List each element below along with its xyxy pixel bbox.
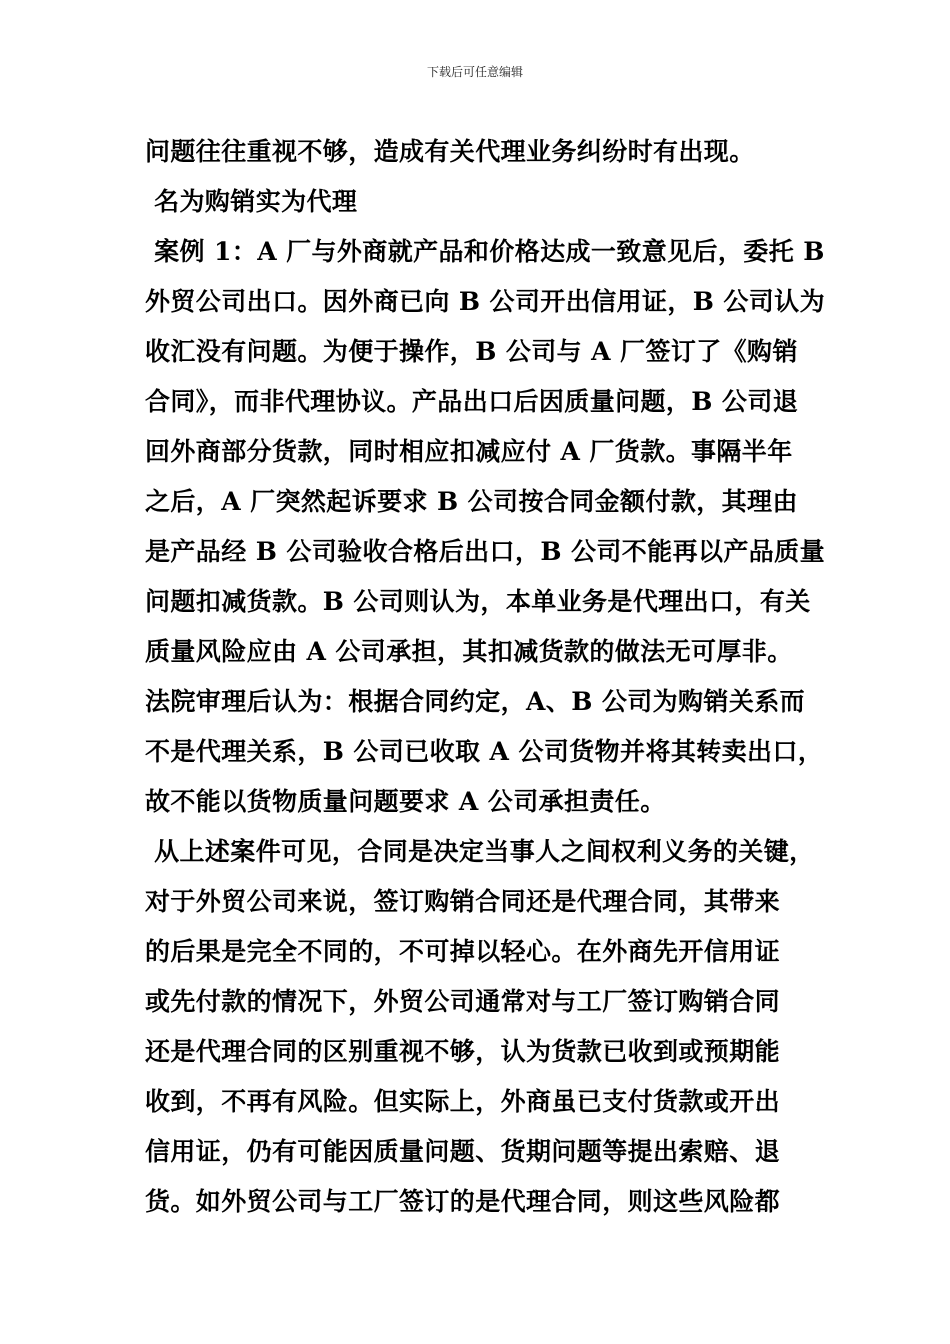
text-line-12: 法院审理后认为：根据合同约定，A、B 公司为购销关系而 <box>145 687 806 716</box>
text-line-7: 回外商部分货款，同时相应扣减应付 A 厂货款。事隔半年 <box>145 437 793 466</box>
text-line-15: 从上述案件可见，合同是决定当事人之间权利义务的关键， <box>145 837 815 866</box>
text-line-4: 外贸公司出口。因外商已向 B 公司开出信用证，B 公司认为 <box>145 287 825 316</box>
text-line-21: 信用证，仍有可能因质量问题、货期问题等提出索赔、退 <box>145 1137 781 1166</box>
text-line-17: 的后果是完全不同的，不可掉以轻心。在外商先开信用证 <box>145 937 781 966</box>
text-line-8: 之后，A 厂突然起诉要求 B 公司按合同金额付款，其理由 <box>145 487 798 516</box>
text-line-6: 合同》，而非代理协议。产品出口后因质量问题，B 公司退 <box>145 387 799 416</box>
section-heading: 名为购销实为代理 <box>145 187 358 216</box>
text-line-19: 还是代理合同的区别重视不够，认为货款已收到或预期能 <box>145 1037 781 1066</box>
text-line-3: 案例 1：A 厂与外商就产品和价格达成一致意见后，委托 B <box>145 237 825 266</box>
text-line-11: 质量风险应由 A 公司承担，其扣减货款的做法无可厚非。 <box>145 637 793 666</box>
text-line-5: 收汇没有问题。为便于操作，B 公司与 A 厂签订了《购销 <box>145 337 798 366</box>
text-line-22: 货。如外贸公司与工厂签订的是代理合同，则这些风险都 <box>145 1187 781 1216</box>
text-line-16: 对于外贸公司来说，签订购销合同还是代理合同，其带来 <box>145 887 781 916</box>
page-header: 下载后可任意编辑 <box>426 65 523 79</box>
document-body <box>145 127 835 1227</box>
text-line-10: 问题扣减货款。B 公司则认为，本单业务是代理出口，有关 <box>145 587 811 616</box>
text-line-9: 是产品经 B 公司验收合格后出口，B 公司不能再以产品质量 <box>145 537 825 566</box>
text-line-13: 不是代理关系，B 公司已收取 A 公司货物并将其转卖出口， <box>145 737 824 766</box>
text-line-1: 问题往往重视不够，造成有关代理业务纠纷时有出现。 <box>145 137 755 166</box>
text-line-14: 故不能以货物质量问题要求 A 公司承担责任。 <box>145 787 666 816</box>
text-line-20: 收到，不再有风险。但实际上，外商虽已支付货款或开出 <box>145 1087 781 1116</box>
text-line-18: 或先付款的情况下，外贸公司通常对与工厂签订购销合同 <box>145 987 781 1016</box>
